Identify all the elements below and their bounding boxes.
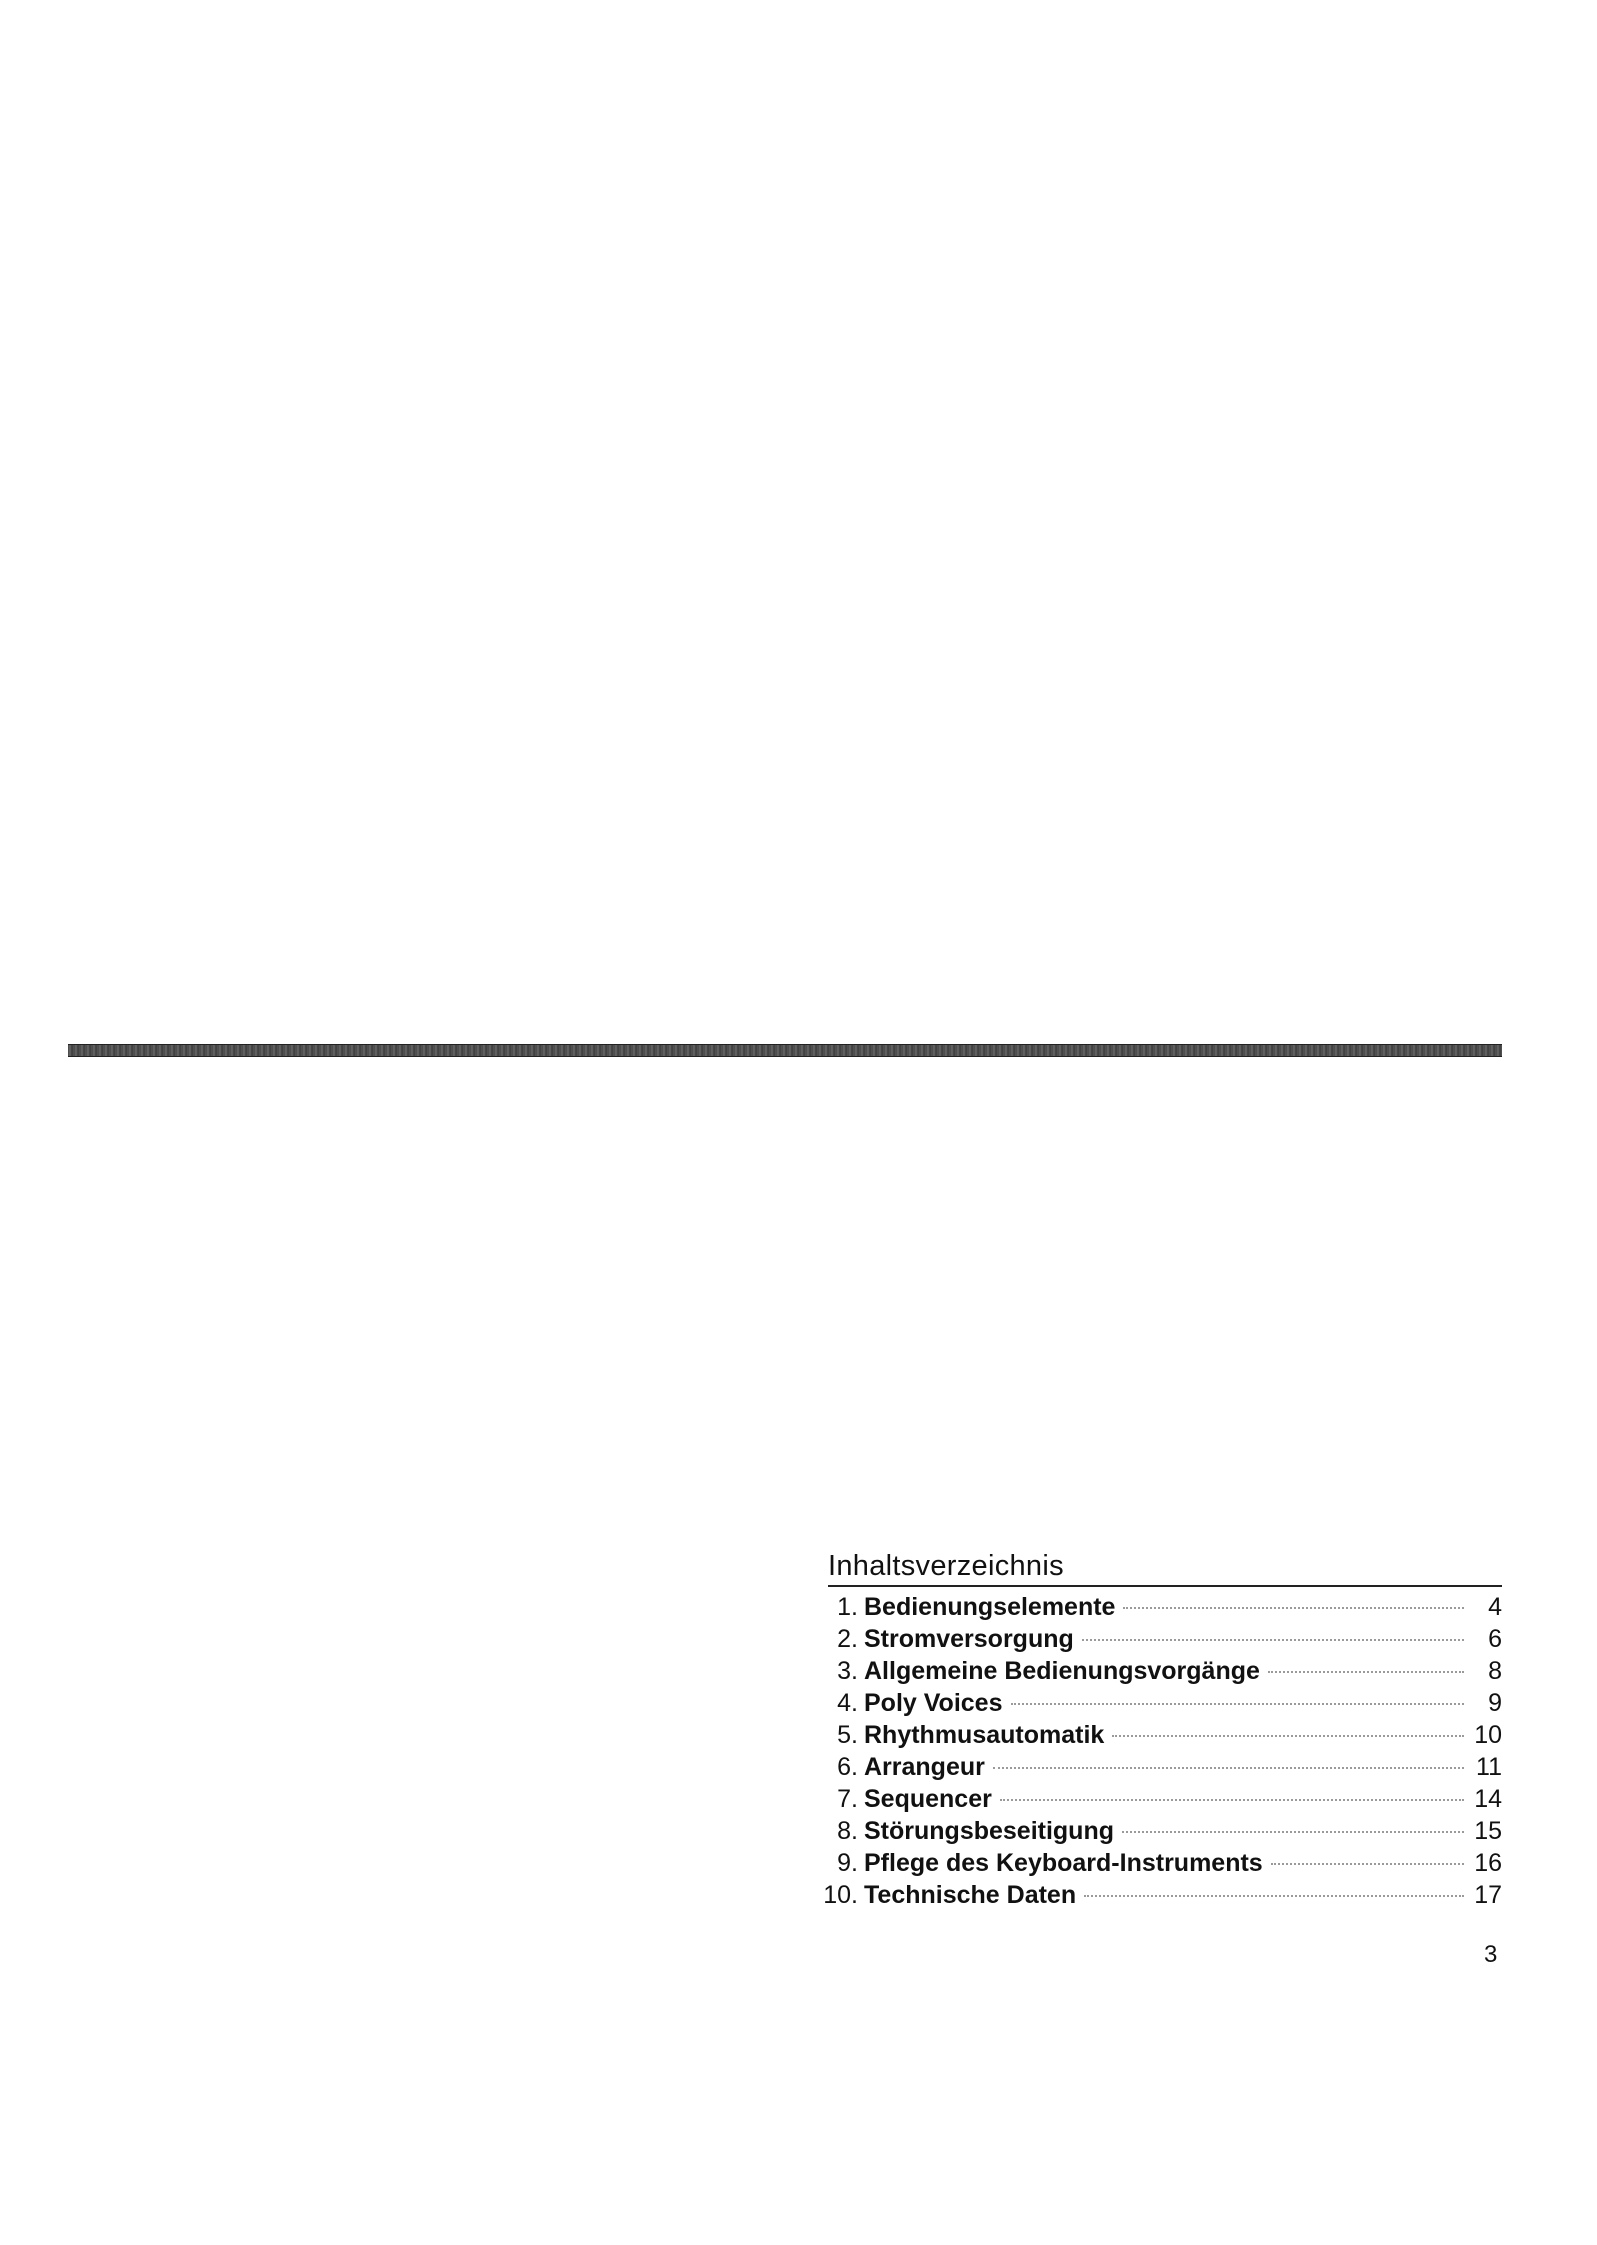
toc-item-stoerungsbeseitigung[interactable] (812, 1815, 1502, 1847)
toc-item-label: Sequencer (864, 1785, 992, 1813)
toc-item-number: 3. (837, 1657, 858, 1685)
toc-item-bedienungselemente[interactable] (812, 1591, 1502, 1623)
toc-item-page: 8 (1488, 1657, 1502, 1685)
dot-leader (1011, 1703, 1465, 1705)
toc-item-page: 14 (1474, 1785, 1502, 1813)
dot-leader (1271, 1863, 1464, 1865)
toc-item-page: 15 (1474, 1817, 1502, 1845)
toc-item-number: 1. (837, 1593, 858, 1621)
toc-item-number: 8. (837, 1817, 858, 1845)
toc-item-page: 11 (1476, 1753, 1502, 1781)
toc-item-label: Rhythmusautomatik (864, 1721, 1105, 1749)
toc-item-number: 5. (837, 1721, 858, 1749)
toc-item-number: 6. (837, 1753, 858, 1781)
toc-list (812, 1591, 1502, 1911)
dot-leader (1268, 1671, 1464, 1673)
toc-item-page: 6 (1488, 1625, 1502, 1653)
toc-item-label: Störungsbeseitigung (864, 1817, 1114, 1845)
toc-item-page: 10 (1474, 1721, 1502, 1749)
toc-item-number: 4. (837, 1689, 858, 1717)
dot-leader (1112, 1735, 1464, 1737)
toc-item-stromversorgung[interactable] (812, 1623, 1502, 1655)
dot-leader (1122, 1831, 1464, 1833)
toc-item-poly-voices[interactable] (812, 1687, 1502, 1719)
toc-title: Inhaltsverzeichnis (828, 1550, 1064, 1582)
toc-item-label: Arrangeur (864, 1753, 985, 1781)
toc-item-pflege[interactable] (812, 1847, 1502, 1879)
dot-leader (1082, 1639, 1464, 1641)
toc-item-label: Poly Voices (864, 1689, 1003, 1717)
table-of-contents (812, 1548, 1502, 1911)
toc-item-sequencer[interactable] (812, 1783, 1502, 1815)
toc-item-technische-daten[interactable] (812, 1879, 1502, 1911)
dot-leader (1000, 1799, 1464, 1801)
toc-item-label: Allgemeine Bedienungsvorgänge (864, 1657, 1260, 1685)
toc-item-number: 7. (837, 1785, 858, 1813)
toc-item-label: Stromversorgung (864, 1625, 1074, 1653)
toc-item-rhythmusautomatik[interactable] (812, 1719, 1502, 1751)
page-number: 3 (1484, 1941, 1498, 1968)
horizontal-rule-bar (68, 1044, 1502, 1057)
toc-item-label: Technische Daten (864, 1881, 1077, 1909)
toc-item-allgemeine-bedienungsvorgaenge[interactable] (812, 1655, 1502, 1687)
toc-item-page: 9 (1488, 1689, 1502, 1717)
toc-item-page: 4 (1488, 1593, 1502, 1621)
toc-item-number: 10. (823, 1881, 858, 1909)
toc-item-number: 9. (837, 1849, 858, 1877)
toc-item-label: Pflege des Keyboard-Instruments (864, 1849, 1263, 1877)
toc-item-page: 17 (1474, 1881, 1502, 1909)
toc-item-arrangeur[interactable] (812, 1751, 1502, 1783)
toc-item-number: 2. (837, 1625, 858, 1653)
toc-item-page: 16 (1474, 1849, 1502, 1877)
toc-item-label: Bedienungselemente (864, 1593, 1116, 1621)
dot-leader (1084, 1895, 1464, 1897)
dot-leader (1123, 1607, 1464, 1609)
dot-leader (993, 1767, 1464, 1769)
toc-title-underline (828, 1585, 1502, 1587)
